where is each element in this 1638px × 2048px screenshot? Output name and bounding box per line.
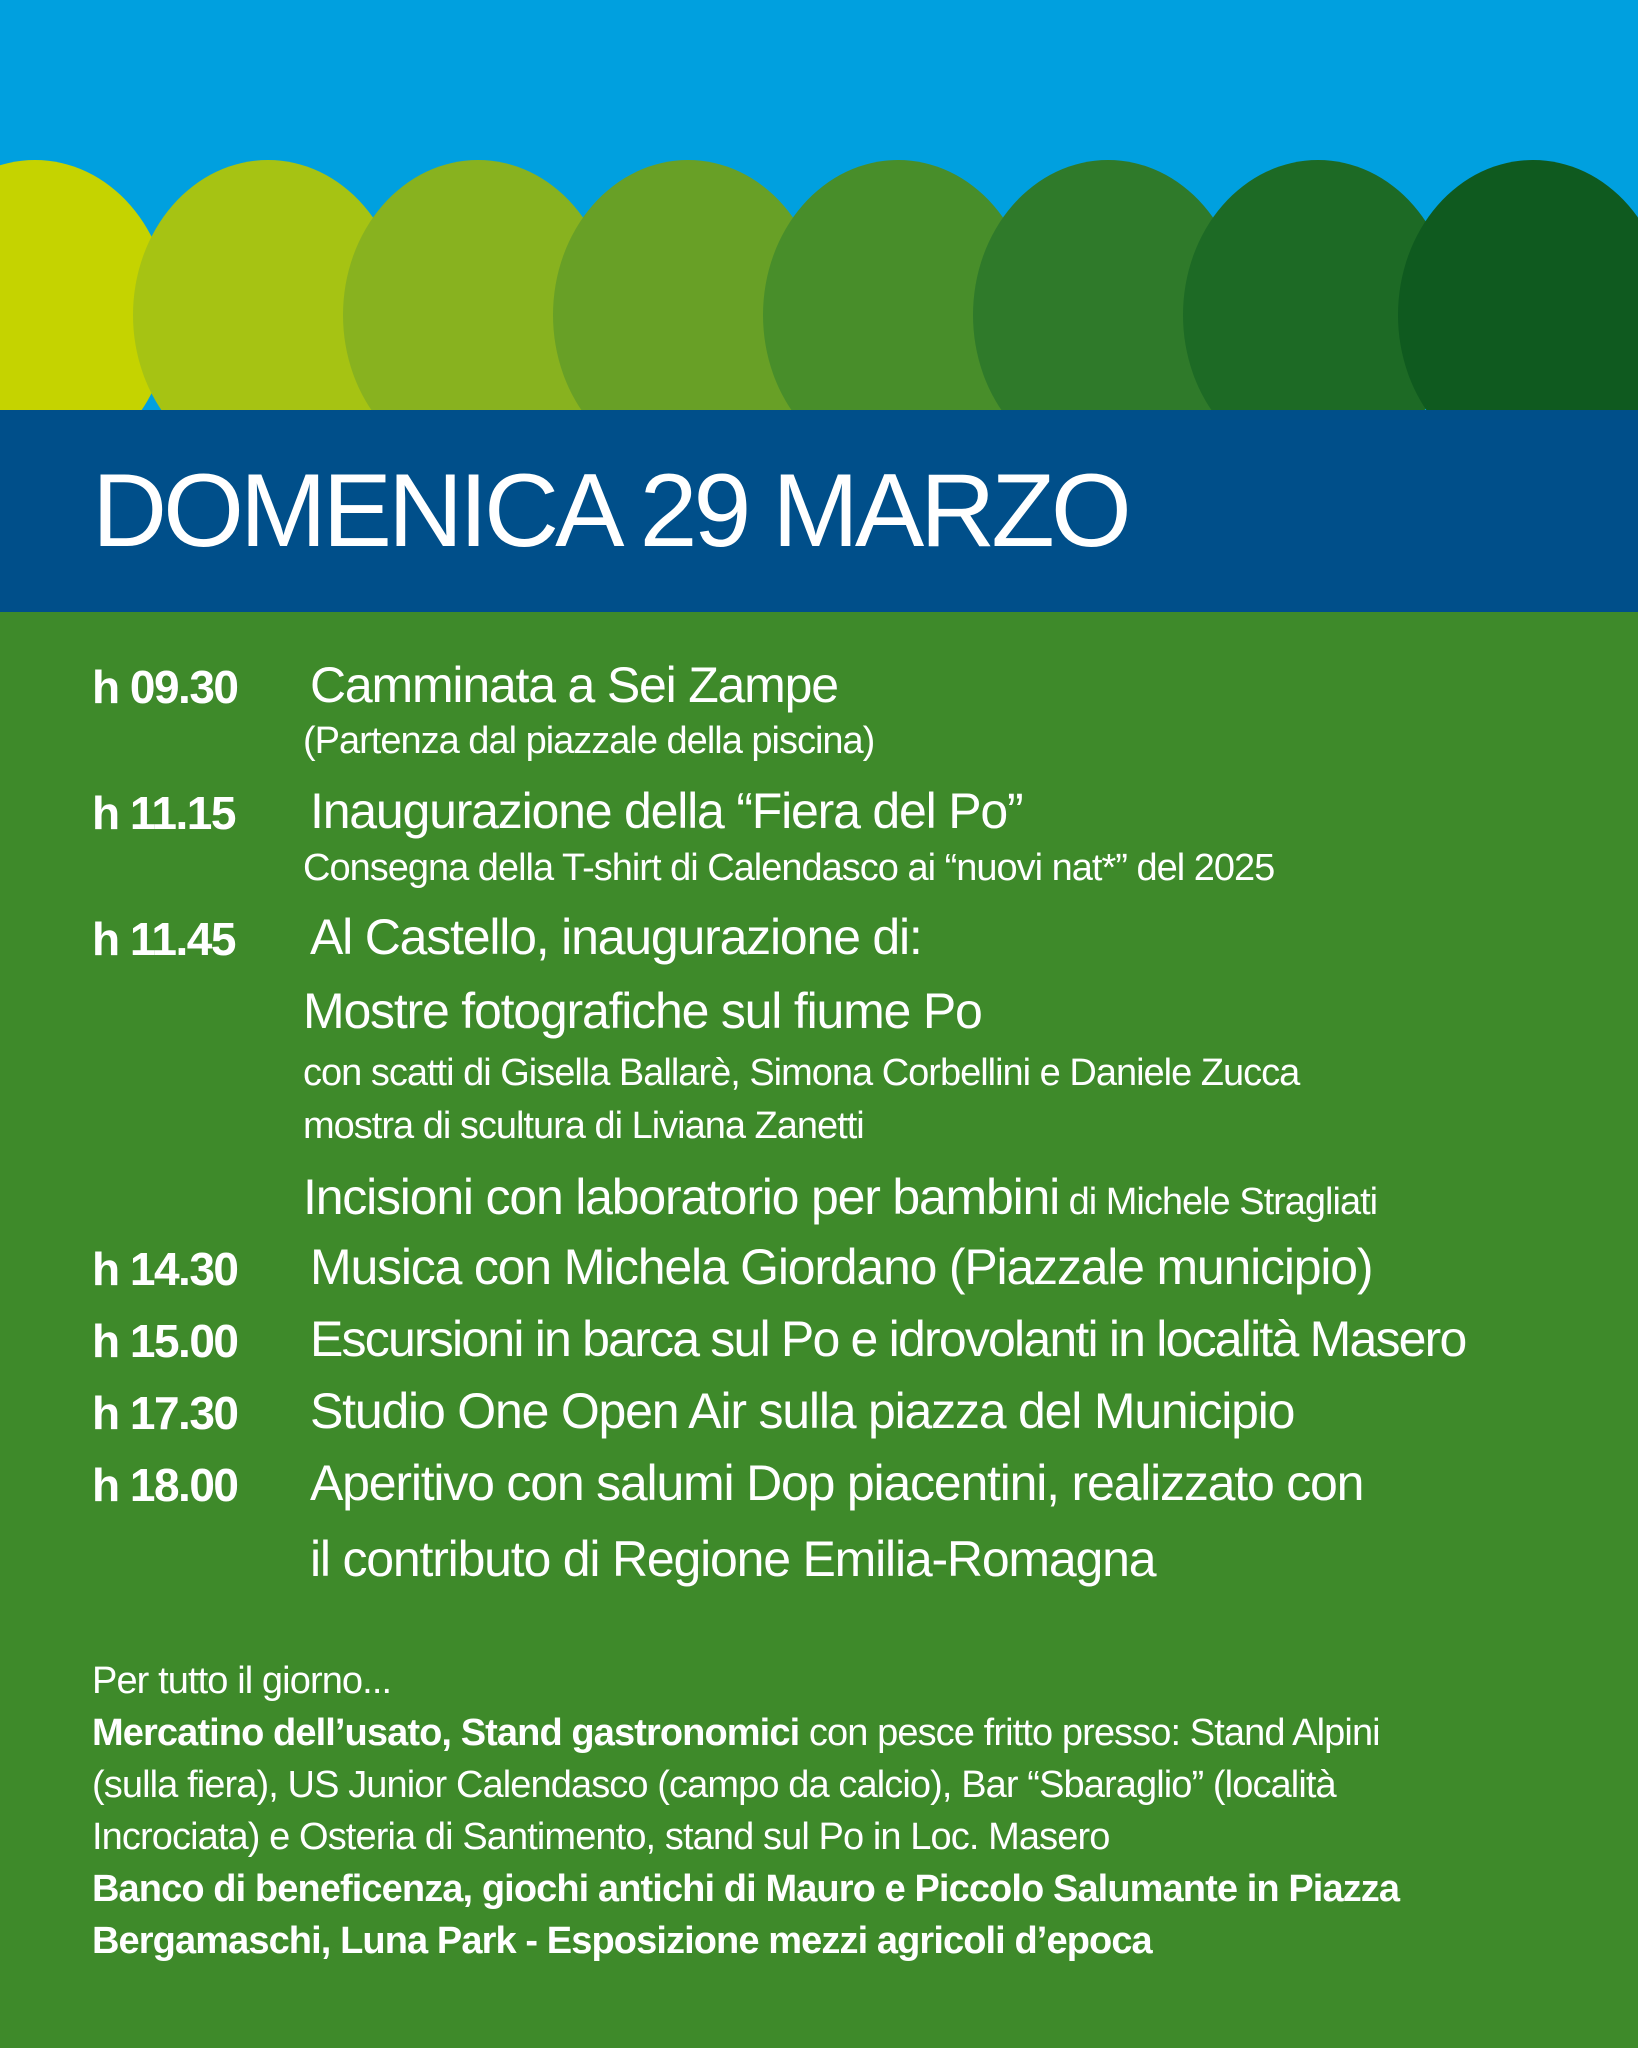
workshop-line — [303, 1169, 1378, 1225]
all-day-bold5: Bergamaschi, Luna Park - Esposizione mezzi agricoli d’epoca — [92, 1920, 1152, 1962]
schedule-time: h 11.15 — [92, 787, 235, 839]
schedule-title: Aperitivo con salumi Dop piacentini, realizzato con — [310, 1455, 1364, 1511]
schedule-time: h 14.30 — [92, 1243, 238, 1295]
workshop-author: di Michele Stragliati — [1059, 1181, 1378, 1223]
schedule-time: h 17.30 — [92, 1387, 238, 1439]
exhibition-title: Mostre fotografiche sul fiume Po — [303, 983, 982, 1039]
all-day-line4 — [92, 1870, 1399, 1908]
schedule-time: h 09.30 — [92, 661, 238, 713]
schedule-note: (Partenza dal piazzale della piscina) — [303, 720, 875, 762]
schedule-title: Camminata a Sei Zampe — [310, 657, 838, 713]
workshop-title: Incisioni con laboratorio per bambini — [303, 1169, 1060, 1225]
all-day-line5 — [92, 1922, 1152, 1960]
date-title: DOMENICA 29 MARZO — [92, 453, 1128, 569]
program-panel — [0, 612, 1638, 2048]
all-day-text1: con pesce fritto presso: Stand Alpini — [799, 1712, 1380, 1754]
all-day-line2: (sulla fiera), US Junior Calendasco (campo da calcio), Bar “Sbaraglio” (località — [92, 1764, 1336, 1806]
schedule-time: h 18.00 — [92, 1459, 238, 1511]
schedule-time: h 15.00 — [92, 1315, 238, 1367]
schedule-title: Musica con Michela Giordano (Piazzale municipio) — [310, 1239, 1373, 1295]
sky-header — [0, 0, 1638, 412]
exhibition-photographers: con scatti di Gisella Ballarè, Simona Corbellini e Daniele Zucca — [303, 1052, 1300, 1094]
date-banner — [0, 410, 1638, 612]
exhibition-sculpture: mostra di scultura di Liviana Zanetti — [303, 1105, 864, 1147]
schedule-time: h 11.45 — [92, 913, 235, 965]
all-day-line3: Incrociata) e Osteria di Santimento, stand sul Po in Loc. Masero — [92, 1816, 1110, 1858]
schedule-note: Consegna della T-shirt di Calendasco ai “nuovi nat*” del 2025 — [303, 847, 1275, 889]
all-day-bold1: Mercatino dell’usato, Stand gastronomici — [92, 1712, 800, 1754]
schedule-title: Inaugurazione della “Fiera del Po” — [310, 783, 1023, 839]
schedule-title-line2: il contributo di Regione Emilia-Romagna — [310, 1531, 1156, 1587]
hill-8 — [1398, 160, 1638, 412]
schedule-title: Al Castello, inaugurazione di: — [310, 909, 922, 965]
schedule-title: Studio One Open Air sulla piazza del Municipio — [310, 1383, 1295, 1439]
schedule-title: Escursioni in barca sul Po e idrovolanti in località Masero — [310, 1311, 1466, 1367]
all-day-bold4: Banco di beneficenza, giochi antichi di Mauro e Piccolo Salumante in Piazza — [92, 1868, 1400, 1910]
all-day-intro: Per tutto il giorno... — [92, 1660, 392, 1702]
all-day-line1 — [92, 1714, 1380, 1752]
